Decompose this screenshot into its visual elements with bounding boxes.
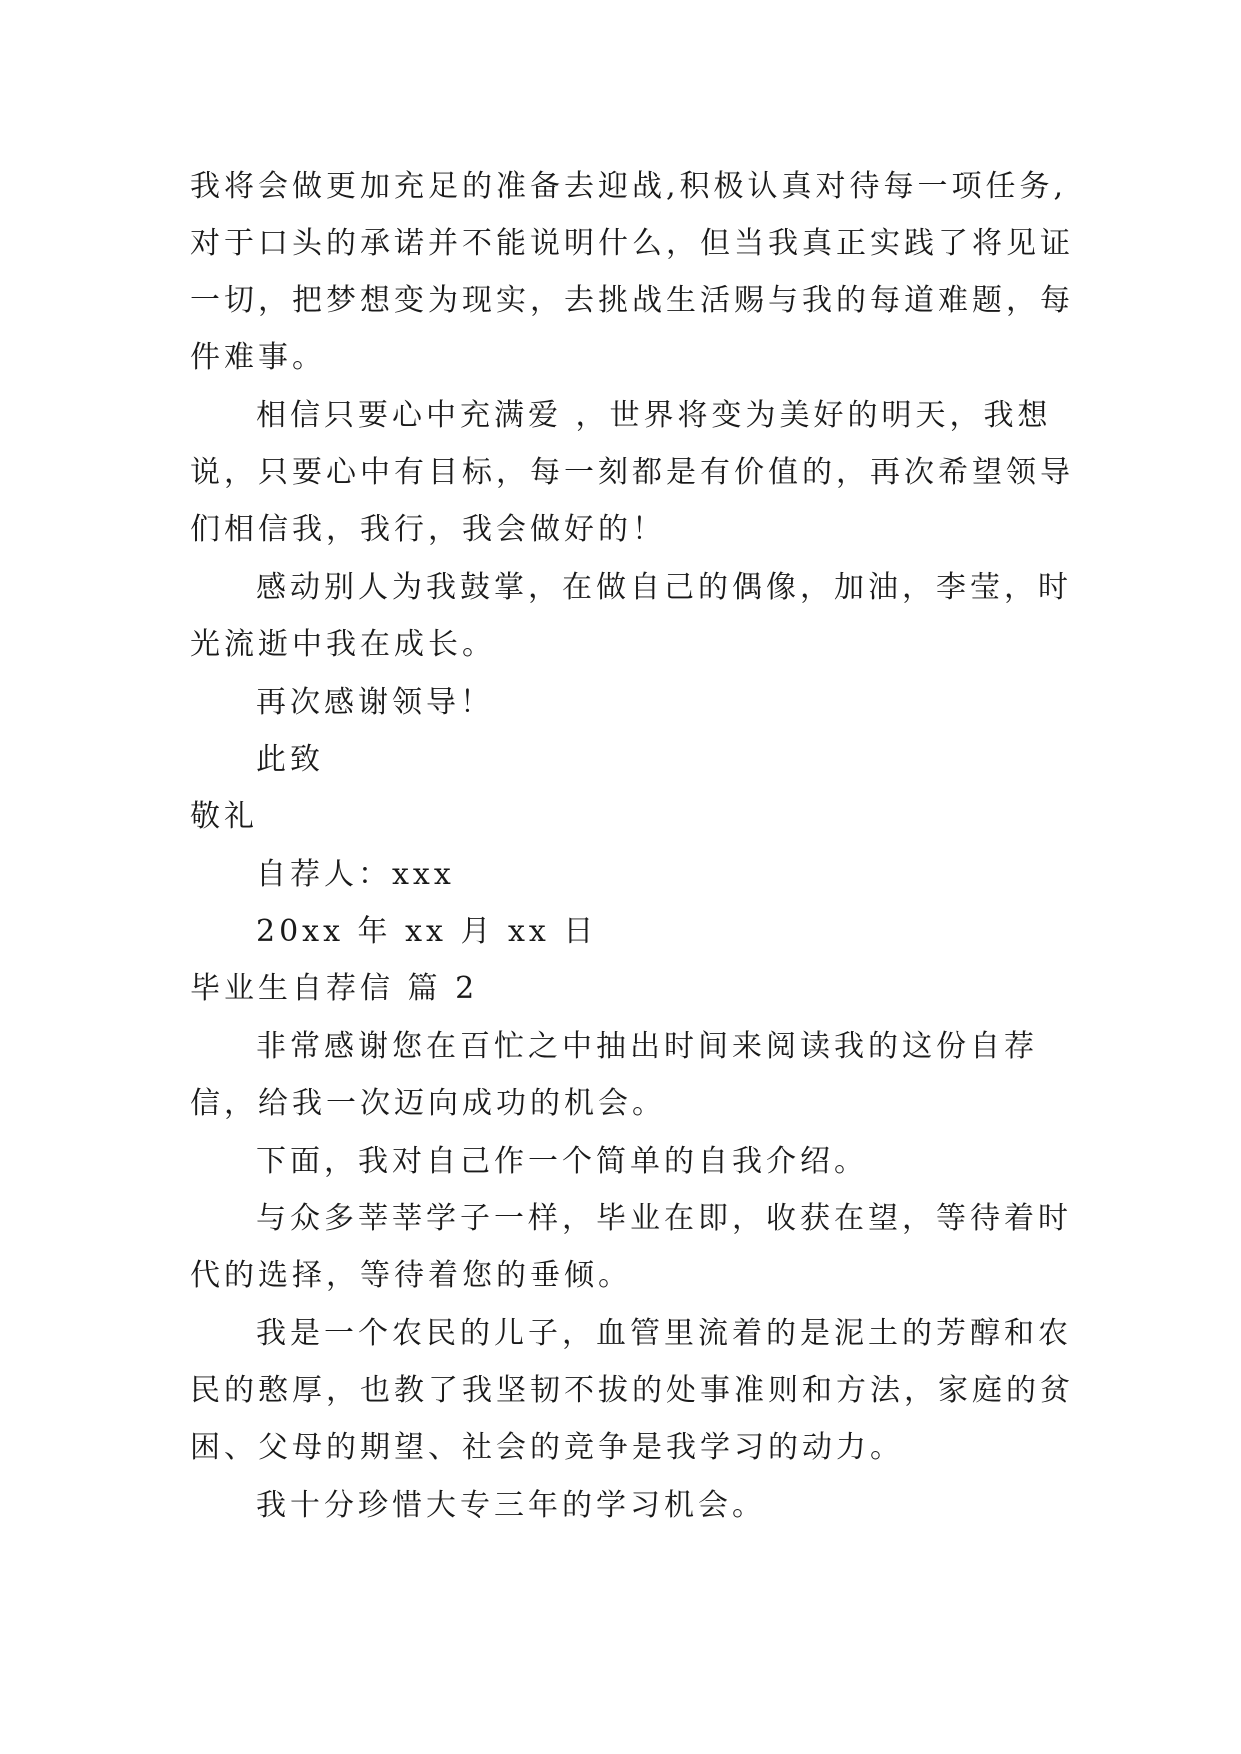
text-line: 代的选择，等待着您的垂倾。 (190, 1258, 632, 1293)
text-line: 我将会做更加充足的准备去迎战,积极认真对待每一项任务, (190, 169, 1068, 204)
section-heading: 毕业生自荐信 篇 2 (190, 971, 479, 1006)
text-line: 下面，我对自己作一个简单的自我介绍。 (256, 1144, 868, 1179)
text-line: 民的憨厚，也教了我坚韧不拔的处事准则和方法，家庭的贫 (190, 1373, 1074, 1408)
text-line: 再次感谢领导！ (256, 685, 494, 720)
text-line: 与众多莘莘学子一样，毕业在即，收获在望，等待着时 (256, 1201, 1072, 1236)
text-line: 非常感谢您在百忙之中抽出时间来阅读我的这份自荐 (256, 1029, 1038, 1064)
text-line: 们相信我，我行，我会做好的！ (190, 512, 666, 547)
text-line: 件难事。 (190, 340, 326, 375)
text-line: 我是一个农民的儿子，血管里流着的是泥土的芳醇和农 (256, 1316, 1072, 1351)
text-line: 困、父母的期望、社会的竞争是我学习的动力。 (190, 1430, 904, 1465)
signature-line: 自荐人：xxx (256, 857, 455, 892)
text-line: 感动别人为我鼓掌，在做自己的偶像，加油，李莹，时 (256, 570, 1072, 605)
text-line: 光流逝中我在成长。 (190, 627, 496, 662)
text-line: 对于口头的承诺并不能说明什么，但当我真正实践了将见证 (190, 226, 1074, 261)
text-line: 说，只要心中有目标，每一刻都是有价值的，再次希望领导 (190, 455, 1074, 490)
text-line: 相信只要心中充满爱 ，世界将变为美好的明天，我想 (256, 398, 1052, 433)
closing-line: 此致 (256, 742, 324, 777)
text-line: 信，给我一次迈向成功的机会。 (190, 1086, 666, 1121)
text-line: 一切，把梦想变为现实，去挑战生活赐与我的每道难题，每 (190, 283, 1074, 318)
closing-line: 敬礼 (190, 799, 258, 834)
date-line: 20xx 年 xx 月 xx 日 (256, 914, 598, 949)
text-line: 我十分珍惜大专三年的学习机会。 (256, 1488, 766, 1523)
